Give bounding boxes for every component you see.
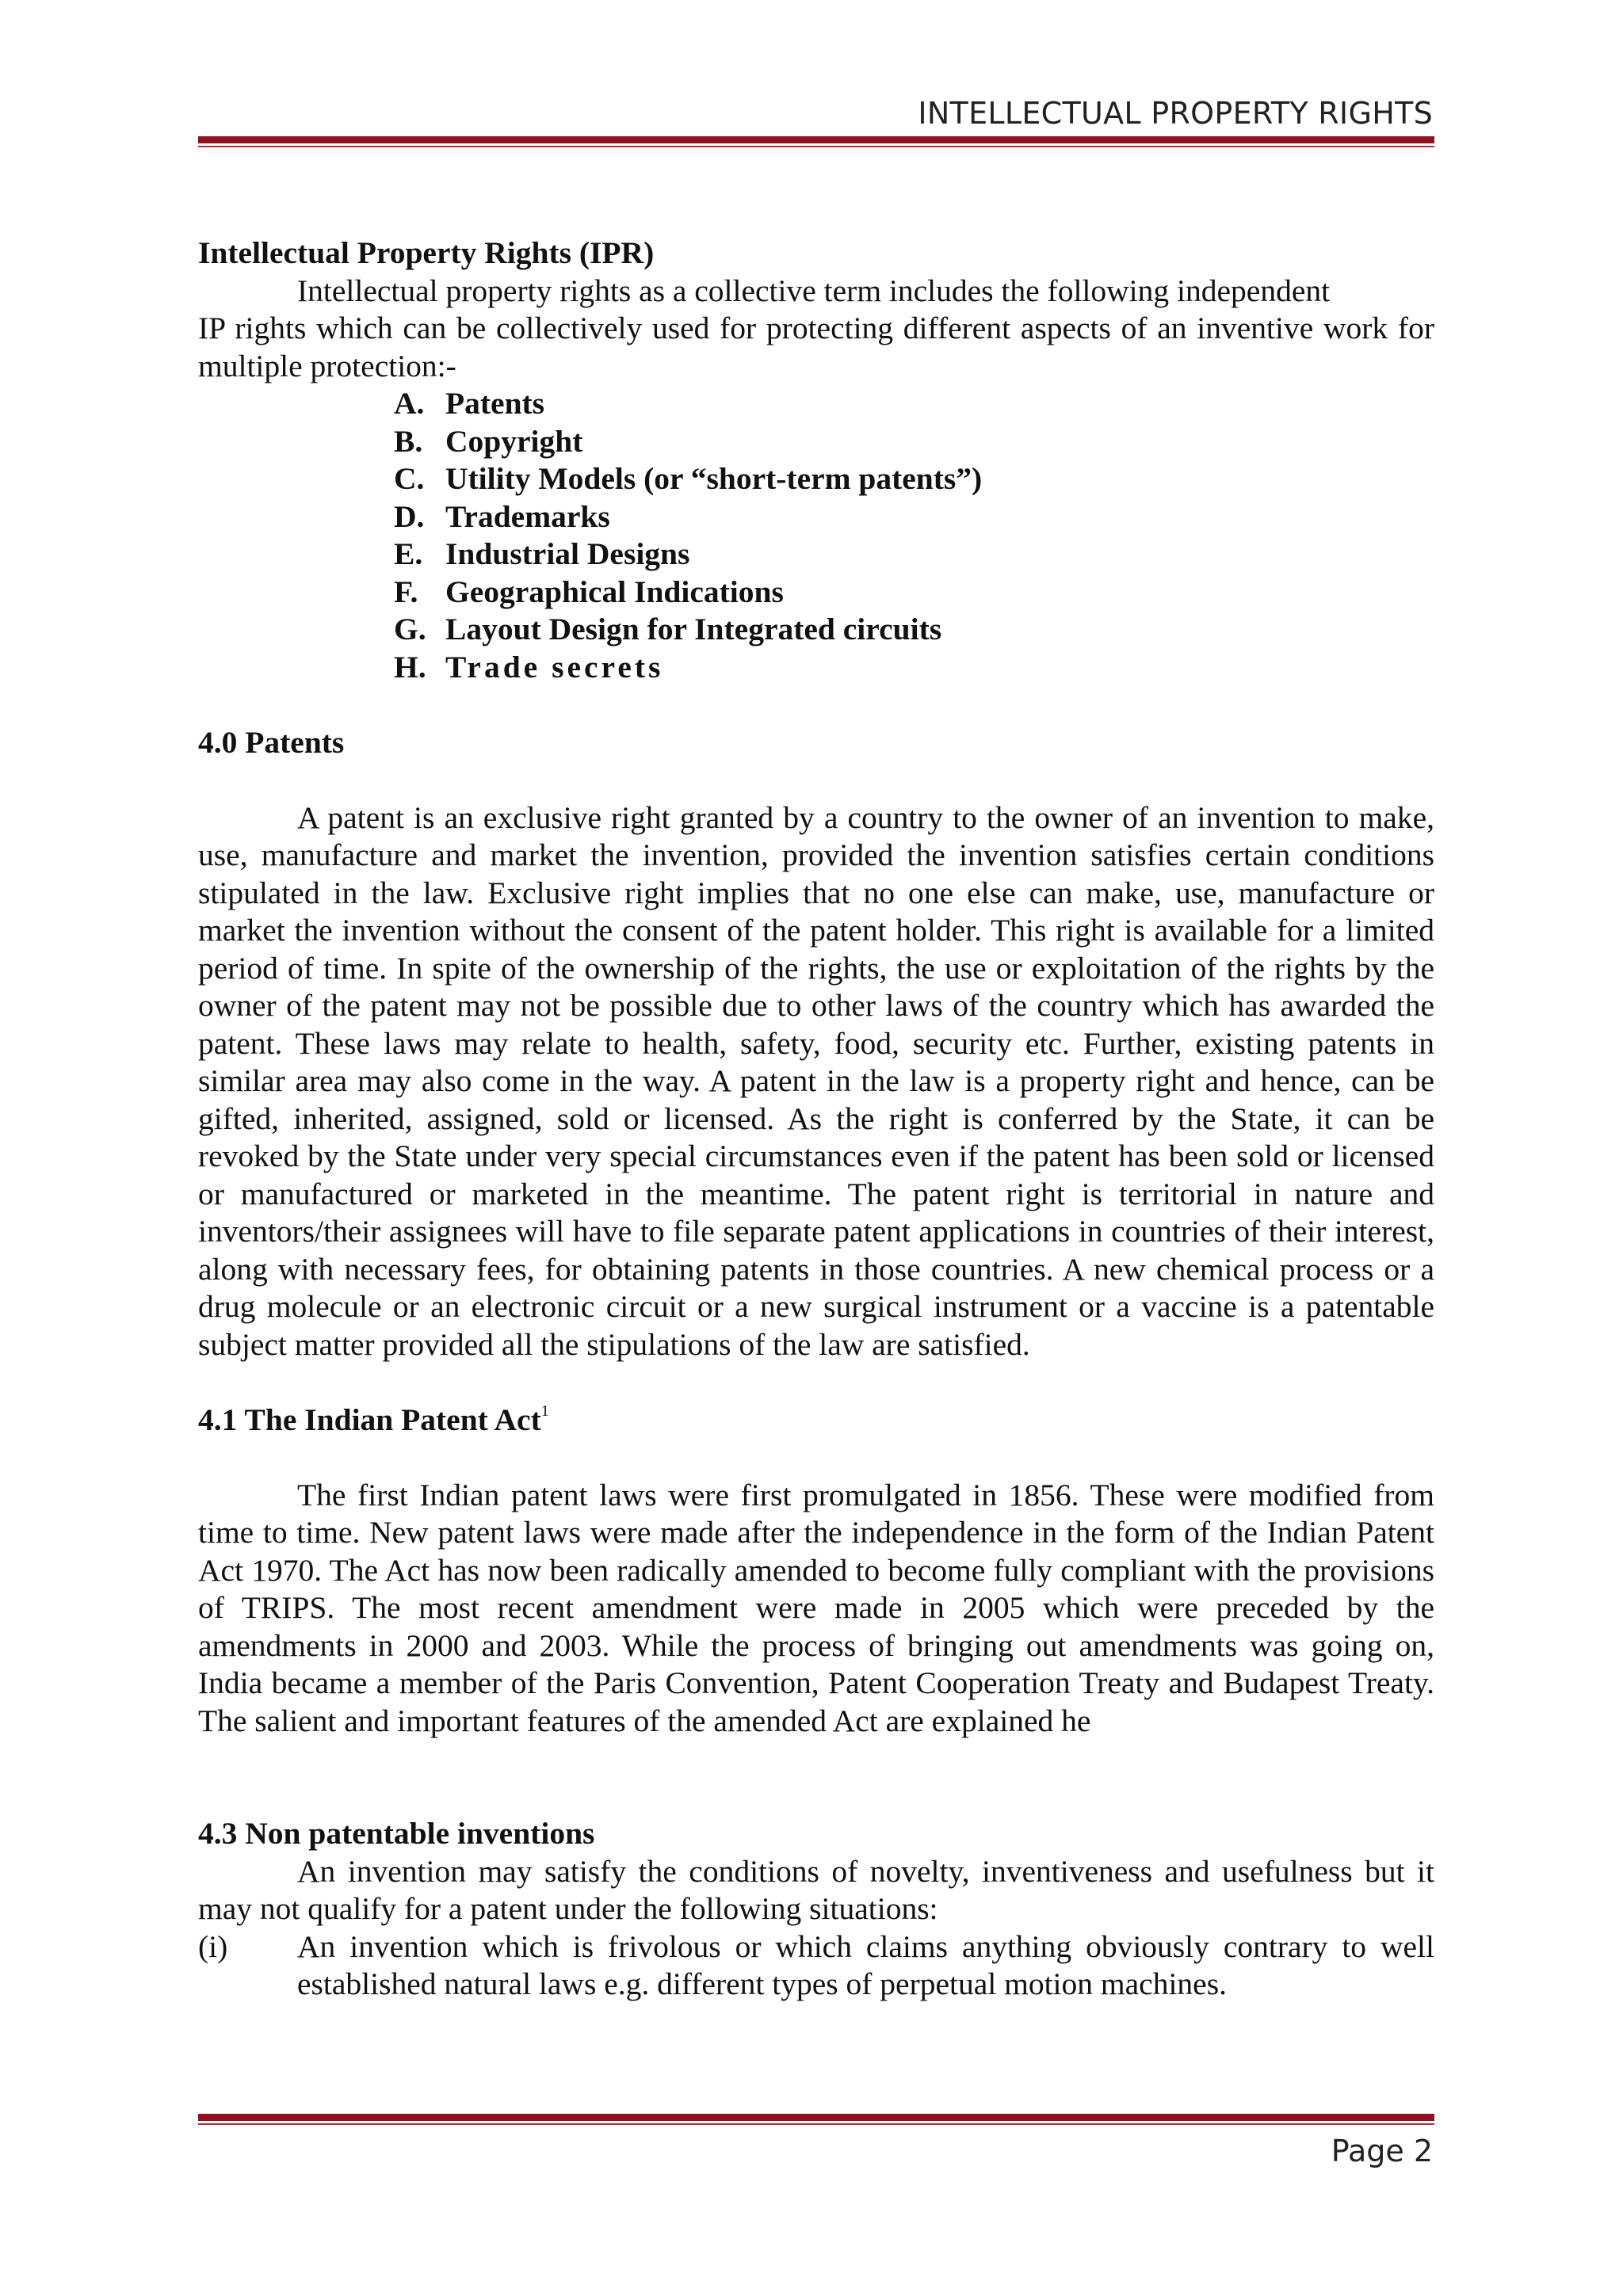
item-number: (i) — [198, 1928, 228, 1964]
item-text: An invention which is frivolous or which claims anything obviously contrary to well established natural laws e.g. different types of perpetual motion machines. — [297, 1928, 1434, 2001]
footnote-ref: 1 — [540, 1402, 549, 1420]
list-item: C. Utility Models (or “short-term patents”) — [394, 461, 983, 496]
list-item: D. Trademarks — [394, 498, 610, 534]
indian-act-section — [198, 1402, 1434, 1740]
ipr-section — [198, 235, 1434, 686]
list-item: H. Trade secrets — [394, 649, 664, 685]
ipr-heading: Intellectual Property Rights (IPR) — [198, 235, 655, 270]
patents-paragraph: A patent is an exclusive right granted by a country to the owner of an invention to make, use, manufacture and market the invention, provided the invention satisfies certain conditions stipulated in the law. Exclusive right implies that no one else can make, use, manufacture or market the invention without the consent of the patent holder. This right is available for a limited period of time. In spite of the ownership of the rights, the use or exploitation of the rights by the owner of the patent may not be possible due to other laws of the country which has awarded the patent. These laws may relate to health, safety, food, security etc. Further, existing patents in similar area may also come in the way. A patent in the law is a property right and hence, can be gifted, inherited, assigned, sold or licensed. As the right is conferred by the State, it can be revoked by the State under very special circumstances even if the patent has been sold or licensed or manufactured or marketed in the meantime. The patent right is territorial in nature and inventors/their assignees will have to file separate patent applications in countries of their interest, along with necessary fees, for obtaining patents in those countries. A new chemical process or a drug molecule or an electronic circuit or a new surgical instrument or a vaccine is a patentable subject matter provided all the stipulations of the law are satisfied. — [198, 799, 1434, 1362]
list-item: F. Geographical Indications — [394, 574, 784, 609]
indian-act-heading: 4.1 The Indian Patent Act$^1$ — [198, 1402, 549, 1437]
patents-heading: 4.0 Patents — [198, 725, 345, 760]
list-item: A. Patents — [394, 386, 545, 421]
list-item: G. Layout Design for Integrated circuits — [394, 612, 942, 646]
ipr-list — [198, 385, 1434, 686]
non-patentable-paragraph: An invention may satisfy the conditions of novelty, inventiveness and usefulness but it may not qualify for a patent under the following situations: — [198, 1853, 1434, 1926]
ipr-intro-line1: Intellectual property rights as a collective term includes the following independent — [297, 273, 1331, 308]
list-item: E. Industrial Designs — [394, 536, 690, 571]
header-rule — [198, 136, 1434, 147]
running-header: INTELLECTUAL PROPERTY RIGHTS — [918, 96, 1433, 131]
footer-rule — [198, 2114, 1434, 2125]
ipr-intro — [198, 273, 1434, 386]
non-patentable-heading: 4.3 Non patentable inventions — [198, 1816, 595, 1851]
ipr-intro-rest: IP rights which can be collectively used for protecting different aspects of an inventive work for multiple protection:- — [198, 311, 1434, 383]
list-item: B. Copyright — [394, 423, 583, 459]
non-patentable-section — [198, 1815, 1434, 2004]
page-number: Page 2 — [1331, 2134, 1433, 2168]
document-body — [198, 235, 1434, 2004]
list-item — [198, 1928, 1434, 2004]
patents-section — [198, 724, 1434, 1363]
indian-act-paragraph: The first Indian patent laws were first promulgated in 1856. These were modified from time to time. New patent laws were made after the independence in the form of the Indian Patent Act 1970. The Act has now been radically amended to become fully compliant with the provisions of TRIPS. The most recent amendment were made in 2005 which were preceded by the amendments in 2000 and 2003. While the process of bringing out amendments was going on, India became a member of the Paris Convention, Patent Cooperation Treaty and Budapest Treaty. The salient and important features of the amended Act are explained he — [198, 1477, 1434, 1738]
